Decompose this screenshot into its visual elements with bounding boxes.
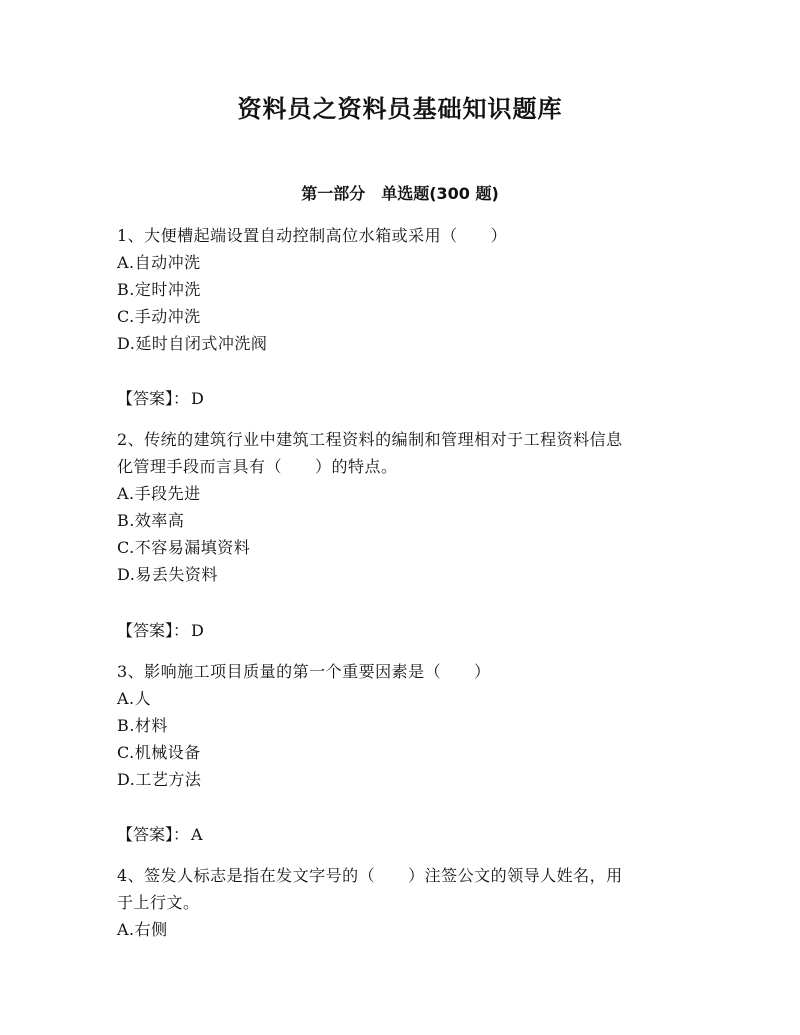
option-c: C.机械设备 (117, 743, 201, 762)
option-b: B.定时冲洗 (117, 280, 201, 299)
answer-label: 【答案】： (117, 825, 190, 844)
question-stem: 2、传统的建筑行业中建筑工程资料的编制和管理相对于工程资料信息 (117, 430, 623, 449)
question-stem: 1、大便槽起端设置自动控制高位水箱或采用（ ） (117, 226, 508, 245)
answer-line-1 (117, 385, 204, 412)
section-heading: 第一部分 单选题(300 题) (301, 184, 499, 203)
answer-label: 【答案】： (117, 389, 190, 408)
option-a: A.自动冲洗 (117, 253, 201, 272)
answer-line-2 (117, 617, 204, 644)
answer-value: D (191, 389, 204, 408)
option-a: A.人 (117, 689, 152, 708)
option-d: D.易丢失资料 (117, 565, 218, 584)
answer-value: D (191, 621, 204, 640)
option-b: B.材料 (117, 716, 168, 735)
option-d: D.延时自闭式冲洗阀 (117, 334, 268, 353)
option-c: C.手动冲洗 (117, 307, 201, 326)
answer-line-3 (117, 821, 203, 848)
question-4 (117, 862, 687, 943)
option-b: B.效率高 (117, 511, 185, 530)
answer-value: A (191, 825, 203, 844)
option-a: A.手段先进 (117, 484, 201, 503)
option-d: D.工艺方法 (117, 770, 202, 789)
document-title: 资料员之资料员基础知识题库 (237, 95, 563, 123)
question-stem: 3、影响施工项目质量的第一个重要因素是（ ） (117, 662, 491, 681)
question-stem: 4、签发人标志是指在发文字号的（ ）注签公文的领导人姓名，用 (117, 866, 623, 885)
question-3 (117, 658, 687, 793)
question-stem-continued: 于上行文。 (117, 893, 200, 912)
question-stem-continued: 化管理手段而言具有（ ）的特点。 (117, 457, 398, 476)
option-c: C.不容易漏填资料 (117, 538, 251, 557)
answer-label: 【答案】： (117, 621, 190, 640)
option-a: A.右侧 (117, 920, 168, 939)
question-1 (117, 222, 687, 357)
question-2 (117, 426, 687, 588)
